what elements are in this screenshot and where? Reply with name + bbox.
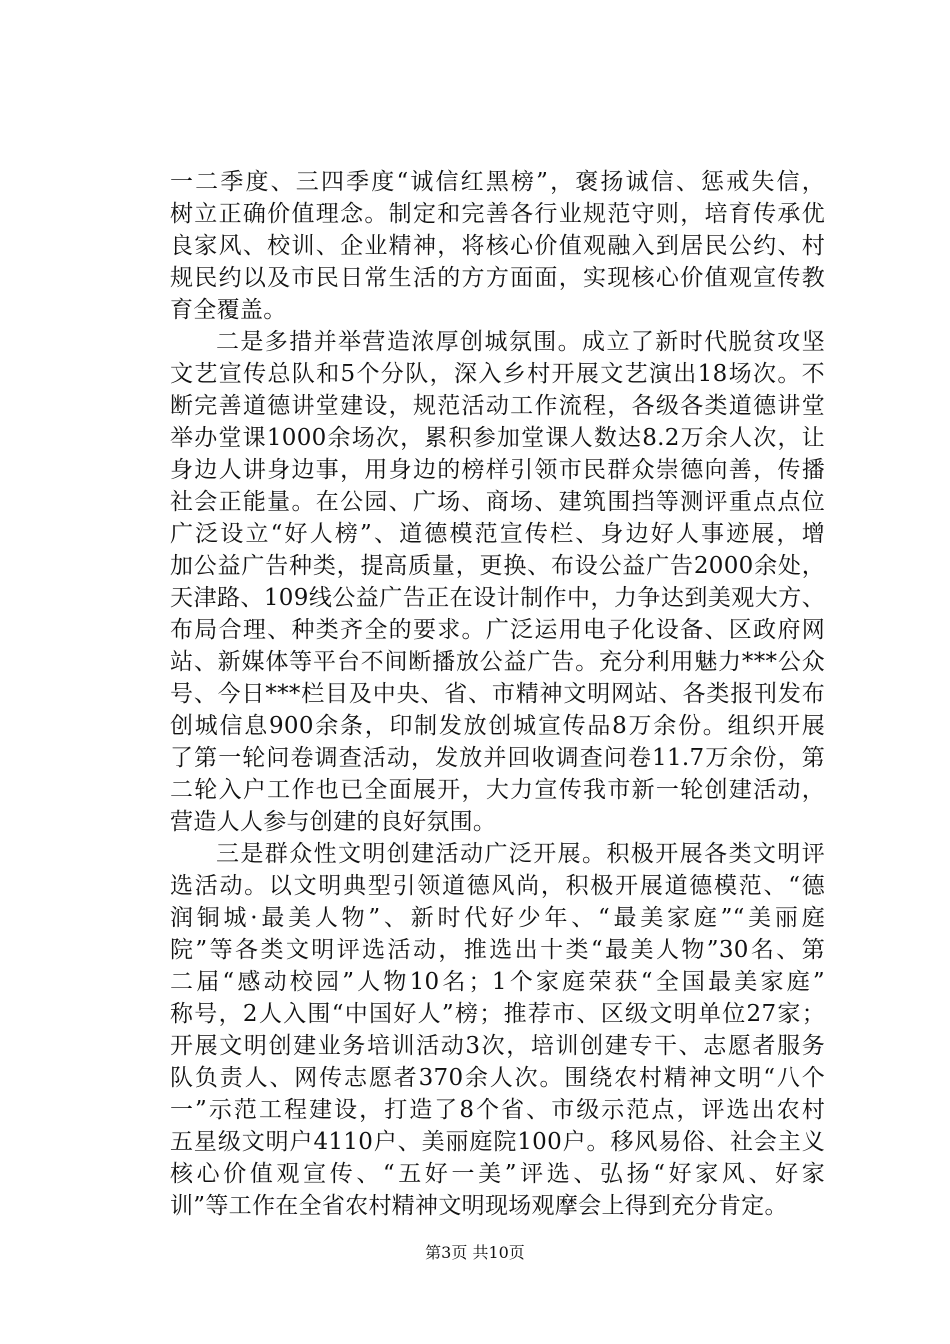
text-line: 断完善道德讲堂建设，规范活动工作流程，各级各类道德讲堂	[170, 393, 825, 419]
text-line: 院”等各类文明评选活动，推选出十类“最美人物”30名、第	[170, 937, 825, 963]
text-line: 核心价值观宣传、“五好一美”评选、弘扬“好家风、好家	[170, 1161, 825, 1187]
text-line: 站、新媒体等平台不间断播放公益广告。充分利用魅力***公众	[170, 649, 825, 675]
text-line: 举办堂课1000余场次，累积参加堂课人数达8.2万余人次，让	[170, 425, 825, 451]
text-line: 选活动。以文明典型引领道德风尚，积极开展道德模范、“德	[170, 873, 825, 899]
text-line: 训”等工作在全省农村精神文明现场观摩会上得到充分肯定。	[170, 1193, 788, 1219]
text-line: 天津路、109线公益广告正在设计制作中，力争达到美观大方、	[170, 585, 825, 611]
text-line: 社会正能量。在公园、广场、商场、建筑围挡等测评重点点位	[170, 489, 825, 515]
body-text	[170, 166, 825, 1222]
text-line: 广泛设立“好人榜”、道德模范宣传栏、身边好人事迹展，增	[170, 521, 825, 547]
text-line: 号、今日***栏目及中央、省、市精神文明网站、各类报刊发布	[170, 681, 825, 707]
text-line: 身边人讲身边事，用身边的榜样引领市民群众崇德向善，传播	[170, 457, 825, 483]
paragraph	[170, 326, 825, 838]
paragraph	[170, 166, 825, 326]
text-line: 二届“感动校园”人物10名；1个家庭荣获“全国最美家庭”	[170, 969, 825, 995]
text-line: 树立正确价值理念。制定和完善各行业规范守则，培育传承优	[170, 201, 825, 227]
text-line: 开展文明创建业务培训活动3次，培训创建专干、志愿者服务	[170, 1033, 825, 1059]
text-line: 队负责人、网传志愿者370余人次。围绕农村精神文明“八个	[170, 1065, 825, 1091]
text-line: 一”示范工程建设，打造了8个省、市级示范点，评选出农村	[170, 1097, 825, 1123]
text-line: 一二季度、三四季度“诚信红黑榜”，褒扬诚信、惩戒失信，	[170, 169, 825, 195]
paragraph	[170, 838, 825, 1222]
text-line: 育全覆盖。	[170, 297, 287, 323]
text-line: 称号，2人入围“中国好人”榜；推荐市、区级文明单位27家；	[170, 1001, 825, 1027]
text-line: 规民约以及市民日常生活的方方面面，实现核心价值观宣传教	[170, 265, 825, 291]
text-line: 二轮入户工作也已全面展开，大力宣传我市新一轮创建活动，	[170, 777, 825, 803]
text-line: 创城信息900余条，印制发放创城宣传品8万余份。组织开展	[170, 713, 825, 739]
text-line: 文艺宣传总队和5个分队，深入乡村开展文艺演出18场次。不	[170, 361, 825, 387]
text-line: 了第一轮问卷调查活动，发放并回收调查问卷11.7万余份，第	[170, 745, 825, 771]
text-line: 五星级文明户4110户、美丽庭院100户。移风易俗、社会主义	[170, 1129, 825, 1155]
text-line: 三是群众性文明创建活动广泛开展。积极开展各类文明评	[216, 841, 825, 867]
text-line: 布局合理、种类齐全的要求。广泛运用电子化设备、区政府网	[170, 617, 825, 643]
text-line: 良家风、校训、企业精神，将核心价值观融入到居民公约、村	[170, 233, 825, 259]
text-line: 营造人人参与创建的良好氛围。	[170, 809, 497, 835]
text-line: 加公益广告种类，提高质量，更换、布设公益广告2000余处，	[170, 553, 825, 579]
text-line: 二是多措并举营造浓厚创城氛围。成立了新时代脱贫攻坚	[216, 329, 825, 355]
page-footer: 第3页 共10页	[425, 1243, 525, 1262]
text-line: 润铜城·最美人物”、新时代好少年、“最美家庭”“美丽庭	[170, 905, 825, 931]
